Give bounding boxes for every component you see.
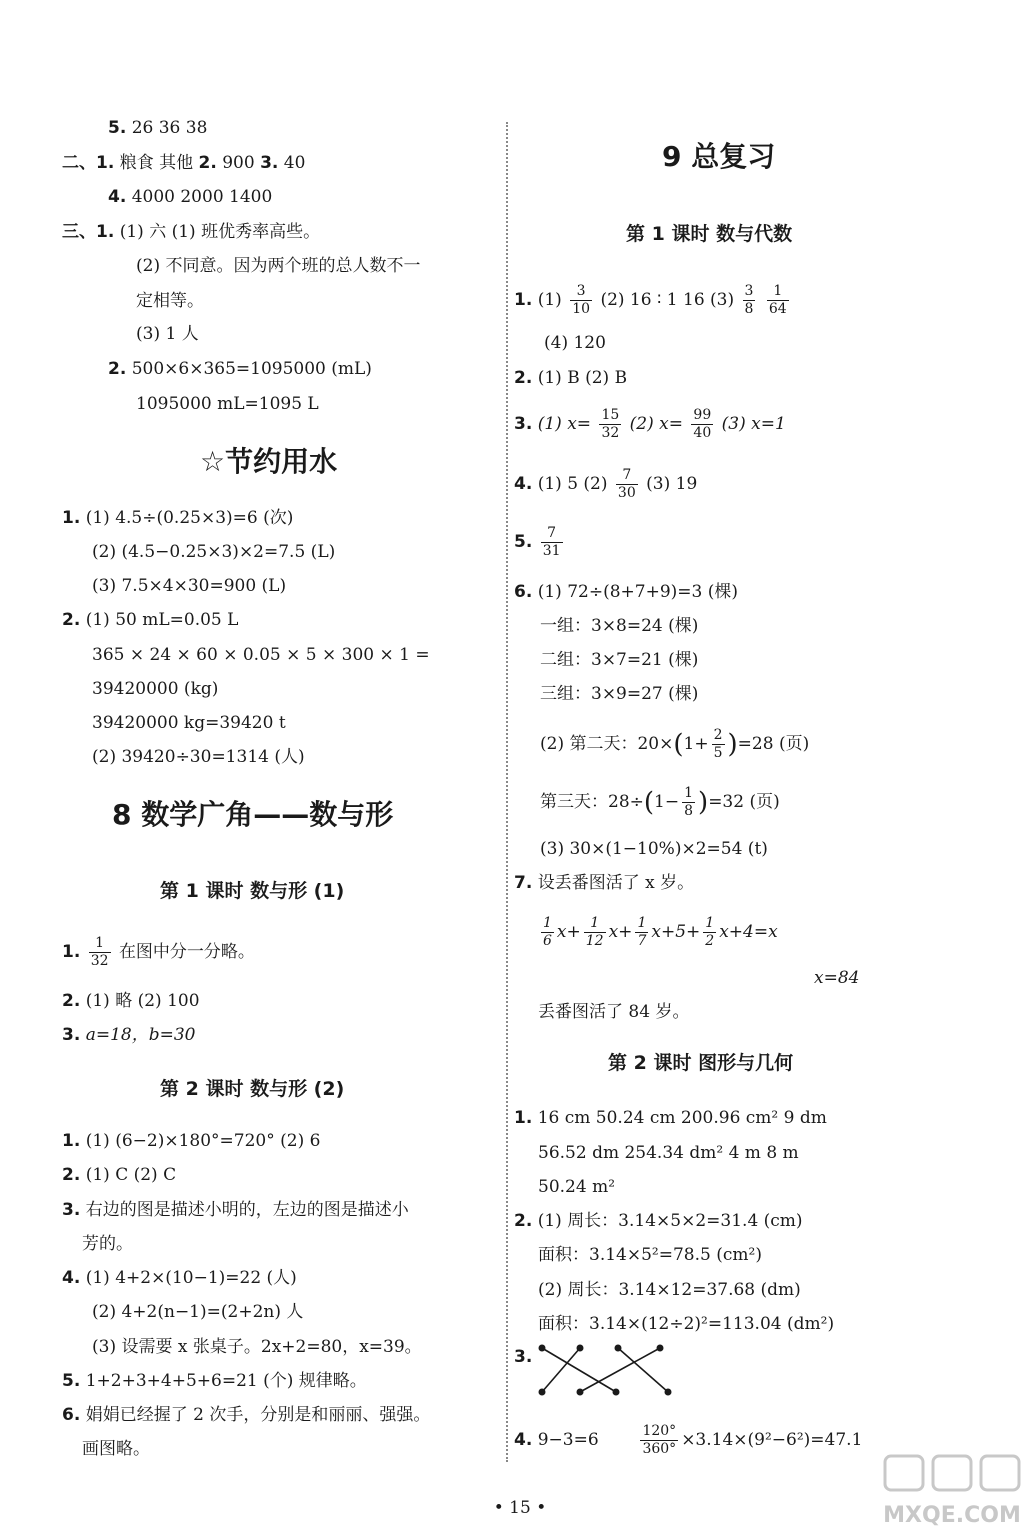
answer-line: 56.52 dm 254.34 dm² 4 m 8 m [538, 1143, 799, 1163]
fraction: $\frac{7}{31}$ [542, 525, 561, 559]
fraction: $\frac{2}{5}$ [713, 727, 723, 761]
answer-line: 1. (1) 4.5÷(0.25×3)=6 (次) [62, 508, 294, 528]
answer-line: 一组：3×8=24 (棵) [540, 616, 699, 636]
answer-line: 5. 26 36 38 [108, 118, 208, 138]
answer-line: 3. [514, 1347, 533, 1367]
fraction: $\frac{1}{32}$ [90, 935, 109, 969]
answer-line: 39420000 (kg) [92, 679, 219, 699]
answer-line: 面积：3.14×5²=78.5 (cm²) [538, 1245, 762, 1265]
answer-line: (3) 7.5×4×30=900 (L) [92, 576, 287, 596]
answer-line: 4. 4000 2000 1400 [108, 187, 273, 207]
answer-line: 二组：3×7=21 (棵) [540, 650, 699, 670]
answer-line: 39420000 kg=39420 t [92, 713, 286, 733]
answer-line: 2. (1) C (2) C [62, 1165, 177, 1185]
answer-line: 1. 16 cm 50.24 cm 200.96 cm² 9 dm [514, 1108, 827, 1128]
answer-line: 2. (1) 50 mL=0.05 L [62, 610, 239, 630]
answer-line: 3. a=18，b=30 [62, 1025, 196, 1045]
fraction: $\frac{7}{30}$ [617, 467, 636, 501]
answer-line: 丢番图活了 84 岁。 [538, 1002, 690, 1022]
lesson-title: 第 1 课时 数与形 (1) [160, 880, 345, 902]
chapter-title: 9 总复习 [662, 140, 776, 173]
answer-line: (2) 周长：3.14×12=37.68 (dm) [538, 1280, 801, 1300]
answer-line: 1095000 mL=1095 L [136, 394, 319, 414]
answer-line: x=84 [814, 968, 860, 988]
equation-line: $\frac{1}{6}$ x+ $\frac{1}{12}$ x+ $\frac{1}{7}$ x+5+ $\frac{1}{2}$ x+4=x [543, 915, 778, 949]
answer-line: (2) 第二天：20×(1+ $\frac{2}{5}$ )=28 (页) [540, 727, 810, 761]
answer-line: 3. 右边的图是描述小明的，左边的图是描述小 [62, 1200, 409, 1220]
right-column [510, 0, 1035, 1536]
answer-line: (2) 39420÷30=1314 (人) [92, 747, 305, 767]
answer-line: 5. 1+2+3+4+5+6=21 (个) 规律略。 [62, 1371, 367, 1391]
fraction: $\frac{1}{2}$ [705, 915, 715, 949]
answer-line: 二、1. 粮食 其他 2. 900 3. 40 [62, 153, 306, 173]
fraction: $\frac{15}{32}$ [601, 407, 620, 441]
lesson-title: 第 2 课时 图形与几何 [608, 1052, 794, 1074]
column-divider [506, 122, 508, 1462]
answer-line: 365 × 24 × 60 × 0.05 × 5 × 300 × 1 = [92, 645, 430, 665]
answer-line: 面积：3.14×(12÷2)²=113.04 (dm²) [538, 1314, 835, 1334]
answer-line: 芳的。 [82, 1234, 133, 1254]
answer-line: 3. (1) x= $\frac{15}{32}$ (2) x= $\frac{99}{40}$ (3) x=1 [514, 407, 786, 441]
svg-text:MXQE.COM: MXQE.COM [883, 1503, 1021, 1528]
fraction: $\frac{99}{40}$ [693, 407, 712, 441]
page-number: • 15 • [493, 1498, 547, 1518]
fraction: $\frac{1}{6}$ [543, 915, 552, 949]
answer-line: (4) 120 [544, 333, 606, 353]
answer-line: (2) (4.5−0.25×3)×2=7.5 (L) [92, 542, 336, 562]
answer-line: (3) 设需要 x 张桌子。2x+2=80，x=39。 [92, 1337, 422, 1357]
answer-line: (3) 30×(1−10%)×2=54 (t) [540, 839, 768, 859]
fraction: $\frac{1}{64}$ [768, 283, 787, 317]
fraction: $\frac{3}{8}$ [744, 283, 754, 317]
answer-line: 50.24 m² [538, 1177, 616, 1197]
answer-line: 4. (1) 5 (2) $\frac{7}{30}$ (3) 19 [514, 467, 698, 501]
lesson-title: 第 2 课时 数与形 (2) [160, 1078, 345, 1100]
answer-line: (2) 不同意。因为两个班的总人数不一 [136, 256, 421, 276]
section-title: ☆节约用水 [200, 445, 338, 478]
answer-line: 1. $\frac{1}{32}$ 在图中分一分略。 [62, 935, 255, 969]
fraction: $\frac{1}{12}$ [585, 915, 604, 949]
answer-line: 2. (1) 周长：3.14×5×2=31.4 (cm) [514, 1211, 803, 1231]
chapter-title: 8 数学广角——数与形 [112, 798, 394, 831]
answer-line: 5. $\frac{7}{31}$ [514, 525, 561, 559]
answer-line: 4. 9−3=6 $\frac{120^\circ}{360^\circ}$ ×3.14×(9²−6²)=47.1 [514, 1423, 863, 1457]
answer-line: 三组：3×9=27 (棵) [540, 684, 699, 704]
watermark-logo [877, 1452, 1027, 1532]
answer-line: 2. 500×6×365=1095000 (mL) [108, 359, 372, 379]
answer-line: (3) 1 人 [136, 324, 199, 344]
answer-line: 第三天：28÷(1− $\frac{1}{8}$ )=32 (页) [540, 785, 780, 819]
answer-line: 7. 设丢番图活了 x 岁。 [514, 873, 695, 893]
answer-line: 定相等。 [136, 291, 204, 311]
matching-diagram [534, 1340, 684, 1402]
answer-line: 6. 娟娟已经握了 2 次手，分别是和丽丽、强强。 [62, 1405, 431, 1425]
lesson-title: 第 1 课时 数与代数 [626, 223, 793, 245]
answer-line: (2) 4+2(n−1)=(2+2n) 人 [92, 1302, 304, 1322]
answer-line: 6. (1) 72÷(8+7+9)=3 (棵) [514, 582, 738, 602]
answer-line: 1. (1) (6−2)×180°=720° (2) 6 [62, 1131, 321, 1151]
answer-line: 三、1. (1) 六 (1) 班优秀率高些。 [62, 222, 321, 242]
answer-line: 画图略。 [82, 1439, 150, 1459]
fraction: $\frac{120^\circ}{360^\circ}$ [642, 1423, 677, 1457]
answer-line: 2. (1) 略 (2) 100 [62, 991, 200, 1011]
answer-line: 1. (1) $\frac{3}{10}$ (2) 16 ∶ 1 16 (3) $\frac{3}{8}$ $\frac{1}{64}$ [514, 283, 787, 317]
left-column [0, 0, 505, 1536]
fraction: $\frac{1}{7}$ [637, 915, 647, 949]
fraction: $\frac{1}{8}$ [684, 785, 694, 819]
answer-line: 2. (1) B (2) B [514, 368, 628, 388]
answer-line: 4. (1) 4+2×(10−1)=22 (人) [62, 1268, 297, 1288]
fraction: $\frac{3}{10}$ [572, 283, 591, 317]
